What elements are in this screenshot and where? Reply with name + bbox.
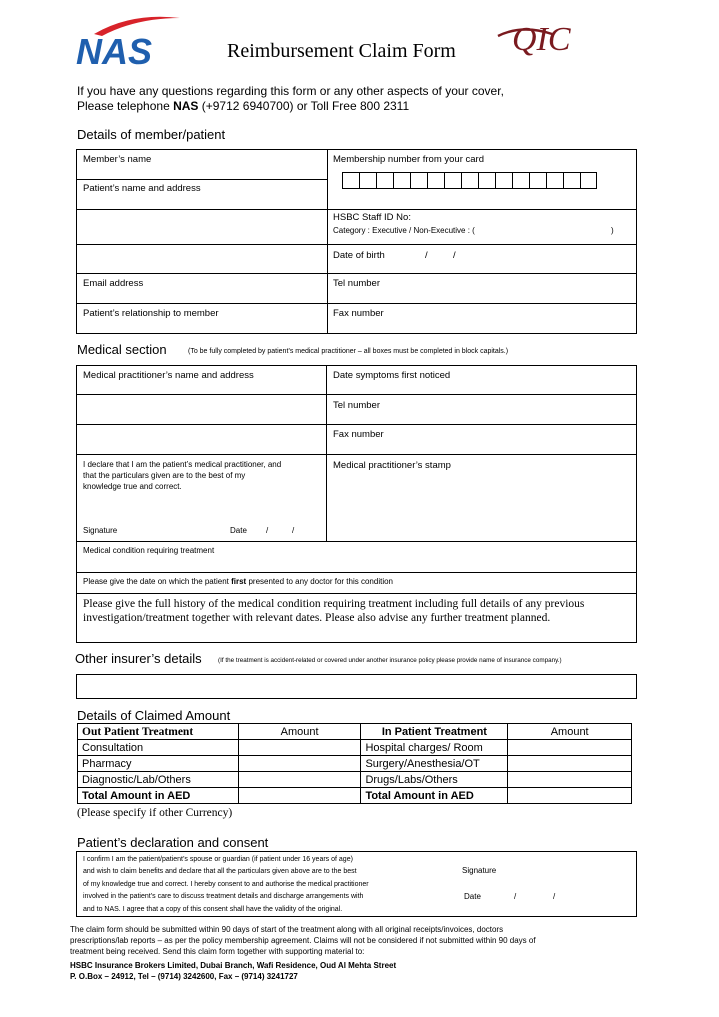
consent-line-3: of my knowledge true and correct. I hereby consent to and authorise the medical practitioner [83, 881, 369, 888]
declaration-line-3: knowledge true and correct. [83, 482, 182, 491]
medical-section-heading: Medical section [77, 342, 167, 357]
intro-line-1: If you have any questions regarding this form or any other aspects of your cover, [77, 84, 504, 98]
footer-line-1: The claim form should be submitted within 90 days of start of the treatment along with all original receipts/invoices, doctors [70, 925, 504, 934]
membership-number-boxes[interactable] [342, 172, 597, 189]
consent-line-4: involved in the patient’s care to discuss treatment details and discharge arrangements with [83, 893, 364, 900]
category-close: ) [611, 226, 614, 235]
date-symptoms-label: Date symptoms first noticed [333, 370, 451, 381]
out-item: Consultation [78, 740, 239, 756]
other-insurer-note: (If the treatment is accident-related or covered under another insurance policy please provide name of insurance company.) [218, 657, 562, 664]
category-label: Category : Executive / Non-Executive : ( [333, 226, 475, 235]
membership-number-label: Membership number from your card [333, 154, 484, 165]
amount-cell[interactable] [238, 740, 361, 756]
tel-number-label: Tel number [333, 278, 380, 289]
date-of-birth-label: Date of birth [333, 250, 385, 261]
claimed-amount-heading: Details of Claimed Amount [77, 708, 231, 723]
in-item: Hospital charges/ Room [361, 740, 508, 756]
table-row [78, 788, 632, 804]
nas-logo [72, 14, 184, 70]
amount-cell[interactable] [238, 788, 361, 804]
fax-number-label: Fax number [333, 308, 384, 319]
consent-line-5: and to NAS. I agree that a copy of this consent shall have the validity of the original. [83, 906, 343, 913]
form-title: Reimbursement Claim Form [227, 40, 456, 62]
practitioner-name-label: Medical practitioner’s name and address [83, 370, 254, 381]
currency-note: (Please specify if other Currency) [77, 807, 233, 819]
out-patient-header: Out Patient Treatment [78, 724, 239, 740]
amount-cell[interactable] [238, 772, 361, 788]
declaration-line-2: that the particulars given are to the best of my [83, 471, 246, 480]
consent-line-2: and wish to claim benefits and declare that all the particulars given above are to the best [83, 868, 357, 875]
practitioner-date-label: Date [230, 526, 247, 535]
practitioner-stamp-label: Medical practitioner’s stamp [333, 460, 451, 471]
in-item: Drugs/Labs/Others [361, 772, 508, 788]
nas-logo-text: NAS [76, 31, 153, 70]
table-row [78, 740, 632, 756]
relationship-label: Patient’s relationship to member [83, 308, 219, 319]
dob-slash-2: / [453, 250, 456, 261]
consent-date-slash-1: / [514, 892, 517, 901]
consent-heading: Patient’s declaration and consent [77, 835, 269, 850]
other-insurer-field[interactable] [76, 674, 637, 699]
qic-logo [492, 16, 634, 62]
members-name-label: Member’s name [83, 154, 152, 165]
amount-cell[interactable] [508, 740, 632, 756]
in-item: Surgery/Anesthesia/OT [361, 756, 508, 772]
amount-header: Amount [238, 724, 361, 740]
amount-header: Amount [508, 724, 632, 740]
footer-line-3: treatment being received. Send this claim form together with supporting material to: [70, 947, 365, 956]
first-presented-label: Please give the date on which the patient first presented to any doctor for this condition [83, 577, 393, 586]
out-item: Diagnostic/Lab/Others [78, 772, 239, 788]
consent-signature-label: Signature [462, 866, 497, 875]
qic-logo-text: QIC [512, 21, 571, 58]
total-out-label: Total Amount in AED [78, 788, 239, 804]
email-label: Email address [83, 278, 144, 289]
amount-cell[interactable] [508, 772, 632, 788]
other-insurer-heading: Other insurer’s details [75, 651, 202, 666]
amount-cell[interactable] [238, 756, 361, 772]
practitioner-signature-label: Signature [83, 526, 118, 535]
footer-address-2: P. O.Box – 24912, Tel – (9714) 3242600, Fax – (9714) 3241727 [70, 972, 298, 981]
history-line-1: Please give the full history of the medical condition requiring treatment including full details of any previous [83, 598, 585, 610]
table-row [78, 772, 632, 788]
member-section-heading: Details of member/patient [77, 127, 226, 142]
hsbc-staff-id-label: HSBC Staff ID No: [333, 212, 411, 223]
footer-line-2: prescriptions/lab reports – as per the policy membership agreement. Claims will not be considered if not submitted within 90 days of [70, 936, 536, 945]
practitioner-date-slash-1: / [266, 526, 269, 535]
practitioner-date-slash-2: / [292, 526, 295, 535]
medical-section-note: (To be fully completed by patient’s medical practitioner – all boxes must be completed in block capitals.) [188, 348, 509, 355]
consent-date-slash-2: / [553, 892, 556, 901]
amount-cell[interactable] [508, 756, 632, 772]
claimed-amount-table [77, 723, 632, 804]
condition-label: Medical condition requiring treatment [83, 546, 215, 555]
footer-address-1: HSBC Insurance Brokers Limited, Dubai Branch, Wafi Residence, Oud Al Mehta Street [70, 961, 397, 970]
practitioner-fax-label: Fax number [333, 429, 384, 440]
practitioner-tel-label: Tel number [333, 400, 380, 411]
consent-date-label: Date [464, 892, 481, 901]
total-in-label: Total Amount in AED [361, 788, 508, 804]
out-item: Pharmacy [78, 756, 239, 772]
table-row [78, 756, 632, 772]
amount-cell[interactable] [508, 788, 632, 804]
in-patient-header: In Patient Treatment [361, 724, 508, 740]
declaration-line-1: I declare that I am the patient’s medical practitioner, and [83, 460, 282, 469]
table-row [78, 724, 632, 740]
patient-name-address-label: Patient’s name and address [83, 183, 201, 194]
intro-line-2: Please telephone NAS (+9712 6940700) or Toll Free 800 2311 [77, 99, 410, 113]
dob-slash-1: / [425, 250, 428, 261]
consent-line-1: I confirm I am the patient/patient’s spouse or guardian (if patient under 16 years of age) [83, 856, 353, 863]
history-line-2: investigation/treatment together with relevant dates. Please also advise any further treatment planned. [83, 612, 551, 624]
